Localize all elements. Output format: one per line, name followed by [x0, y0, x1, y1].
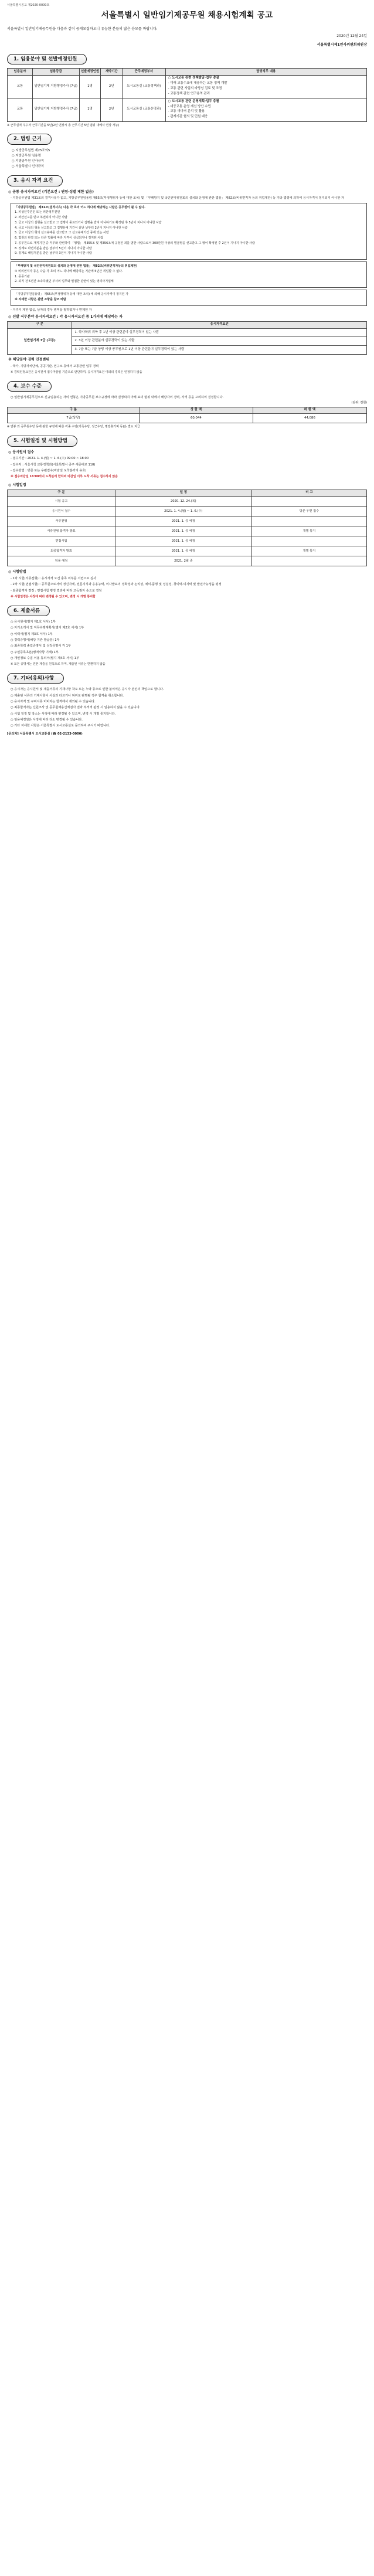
cell-note: 방문·우편 접수	[251, 507, 366, 516]
note-item: ○ 응시자격 및 구비서류 미비자는 합격에서 제외될 수 있습니다.	[11, 699, 96, 704]
section-title: 7. 기타(유의)사항	[7, 673, 64, 684]
notes-list	[7, 687, 367, 728]
cell-date: 2020. 12. 24.(목)	[115, 497, 251, 507]
column-header: 구 분	[8, 490, 115, 497]
page-title: 서울특별시 일반임기제공무원 채용시험계획 공고	[101, 11, 273, 21]
cell-name: 응시원서 접수	[8, 507, 115, 516]
table-header-row	[8, 490, 367, 497]
box-line: 3. 금고 이상의 실형을 선고받고 그 집행이 종료되거나 집행을 받지 아니하기로 확정된 후 5년이 지나지 아니한 사람	[15, 220, 162, 225]
section-title: 5. 시험일정 및 시험방법	[7, 436, 77, 446]
document-item: ○ 이력서(별지 제3호 서식) 1부	[11, 632, 53, 636]
box-line: 1. 피성년후견인 또는 피한정후견인	[15, 210, 60, 215]
application-item: - 접수방법 : 방문 또는 우편접수(마감일 도착분까지 유효)	[11, 468, 87, 473]
column-header: 근무예정부서	[123, 69, 166, 76]
column-header: 선발예정인원	[79, 69, 101, 76]
column-header: 계약기간	[101, 69, 123, 76]
cell-date: 2021. 1. 중 예정	[115, 516, 251, 526]
cell-name: 최종합격자 발표	[8, 546, 115, 556]
section-title: 1. 임용분야 및 선발예정인원	[7, 54, 87, 64]
note-item: ○ 임용예정일은 사정에 따라 다소 변경될 수 있습니다.	[11, 718, 83, 722]
cell-dept: 도시교통실 (교통운영과)	[123, 98, 166, 121]
cell-name: 시험 공고	[8, 497, 115, 507]
table-row	[8, 516, 367, 526]
table-row	[8, 414, 367, 423]
box-note: ※ 자세한 사항은 관련 조항을 참조 바람	[15, 297, 66, 301]
column-header: 상 한 액	[139, 407, 253, 414]
recruit-note: ※ 근무실적 우수자 근무기간을 5년(2년 연장시 총 근무기간 5년 범위 내에서 연장 가능)	[7, 123, 120, 127]
common-qual-text: - 지방공무원법 제31조의 결격사유가 없고, 지방공무원임용령 제65조(부정행위자 등에 대한 조치) 및 「부패방지 및 국민권익위원회의 설치와 운영에 관한 법률」 제82조(비위면직자 등의 취업제한) 등 기타 법령에 의하여 응시자격이 정지되지 아니한 자	[11, 196, 345, 200]
cell-note	[251, 536, 366, 546]
table-row	[8, 328, 367, 354]
cell-note: 개별 통지	[251, 526, 366, 536]
cell-reqs	[72, 328, 367, 354]
section-title: 3. 응시 자격 요건	[7, 175, 63, 186]
box-line: 4. 금고 이상의 형을 선고받고 그 집행유예 기간이 끝난 날부터 2년이 지나지 아니한 사람	[15, 226, 128, 230]
method-item: - 1차 시험(서류전형) : 응시자격 요건 충족 여부를 서면으로 심사	[11, 577, 97, 581]
contact-info: [문의처] 서울특별시 도시교통실 (☎ 02-2133-0000)	[7, 732, 83, 736]
cell-term: 2년	[101, 98, 123, 121]
cell-max: 60,044	[139, 414, 253, 423]
cell-term: 2년	[101, 75, 123, 98]
cell-count: 1명	[79, 98, 101, 121]
section-header-2	[7, 134, 367, 144]
section-header-1	[7, 54, 367, 64]
cell-duties	[165, 98, 366, 121]
note-item: ○ 최종합격자는 신원조사 및 공무원채용신체검사 결과 부적격 판정 시 임용하지 않을 수 있습니다.	[11, 706, 141, 710]
section-header-4	[7, 381, 367, 392]
application-note: ※ 접수마감일 18:00까지 도착분에 한하며 마감일 이후 도착 서류는 접수하지 않음	[11, 475, 118, 479]
cell-dept: 도시교통실 (교통정책과)	[123, 75, 166, 98]
duty-line: - 미래 교통수요에 대응하는 교통 정책 개발	[168, 81, 227, 86]
box-line: 9. 징계로 해임처분을 받은 날부터 3년이 지나지 아니한 사람	[15, 252, 92, 256]
duty-line: - 교통 관련 사업의 타당성 검토 및 조정	[168, 87, 222, 91]
box-line: 2. 퇴직 전 5년간 소속하였던 부서의 업무와 밀접한 관련이 있는 영리사기업체	[15, 280, 114, 284]
note-item: ○ 응시자는 응시원서 및 제출서류의 기재사항 착오 또는 누락 등으로 인한 불이익은 응시자 본인의 책임으로 합니다.	[11, 688, 164, 692]
specific-qual-heading-text: ◎ 선발 직무분야 응시자격요건 : 각 응시자격요건 중 1가지에 해당하는 자	[8, 314, 123, 319]
box-line: 「부패방지 및 국민권익위원회의 설치와 운영에 관한 법률」 제82조(비위면직자등의 취업제한)	[15, 264, 138, 269]
box-line: ① 비위면직자 등은 다음 각 호의 어느 하나에 해당하는 기관에 5년간 취업할 수 없다.	[15, 269, 123, 273]
note-item: ○ 시험 일정 및 장소는 사정에 따라 변경될 수 있으며, 변경 시 개별 통지합니다.	[11, 712, 116, 716]
method-item: - 2차 시험(면접시험) : 공무원으로서의 정신자세, 전문지식과 응용능력, 의사발표의 정확성과 논리성, 예의·품행 및 성실성, 창의력·의지력 및 발전가능성을 평정	[11, 583, 222, 587]
req-line: 1. 학사학위 취득 후 1년 이상 관련분야 실무경력이 있는 사람	[72, 329, 366, 338]
req-line: 2. 3년 이상 관련분야 실무경력이 있는 사람	[72, 337, 366, 346]
salary-unit: (단위: 천원)	[351, 401, 367, 405]
documents-list	[7, 620, 367, 661]
specific-qual-heading	[8, 315, 367, 320]
section-title: 4. 보수 수준	[7, 381, 52, 392]
application-heading: ◎ 응시원서 접수	[8, 450, 35, 454]
table-row	[8, 497, 367, 507]
table-row	[8, 507, 367, 516]
legal-item: ○ 지방공무원 임용령	[12, 154, 41, 158]
table-row	[8, 556, 367, 566]
column-header: 임용등급	[32, 69, 79, 76]
section-title: 2. 법령 근거	[7, 134, 52, 144]
announce-date: 2020년 12월 24일	[336, 34, 367, 39]
anticorruption-box	[11, 261, 367, 288]
note-item: ○ 제출된 서류의 기재사항이 사실과 다르거나 허위로 판명될 경우 합격을 취소합니다.	[11, 694, 124, 698]
box-line: 7. 공무원으로 재직기간 중 직무와 관련하여 「형법」 제355조 및 제356조에 규정된 죄를 범한 사람으로서 300만원 이상의 벌금형을 선고받고 그 형이 확정된 후 2년이 지나지 아니한 사람	[15, 241, 255, 245]
cell-duties	[165, 75, 366, 98]
box-line: 2. 파산선고를 받고 복권되지 아니한 사람	[15, 216, 67, 220]
document-item: ○ 주민등록초본(병적사항 기재) 1부	[11, 650, 59, 654]
disqualification-box	[11, 203, 367, 260]
qualification-table	[7, 321, 367, 355]
salary-intro: ○ 일반임기제공무원으로 신규임용되는 자의 연봉은 지방공무원 보수규정에 따라 결정되며 아래 표의 범위 내에서 해당자의 경력, 자격 등을 고려하여 결정합니다.	[11, 396, 224, 400]
method-heading: ◎ 시험방법	[8, 570, 26, 575]
column-header: 임용분야	[8, 69, 33, 76]
application-item: - 접수기간 : 2021. 1. 4.(월) ~ 1. 6.(수) 09:00 ~ 18:00	[11, 457, 89, 461]
application-item: - 접수처 : 서울시청 교통정책과(서울특별시 중구 세종대로 110)	[11, 463, 96, 467]
legal-item: ○ 서울특별시 인사규칙	[12, 165, 44, 169]
general-note: - 거주지 제한 없음, 남자의 경우 병역을 필하였거나 면제된 자	[11, 308, 92, 312]
legal-item: ○ 지방공무원 인사규칙	[12, 159, 44, 163]
document-item: ○ 자기소개서 및 직무수행계획서(별지 제2호 서식) 1부	[11, 626, 84, 630]
cell-min: 44,086	[253, 414, 366, 423]
section-header-6	[7, 606, 367, 616]
cell-name: 서류전형 합격자 발표	[8, 526, 115, 536]
table-header-row	[8, 407, 367, 414]
column-header: 하 한 액	[253, 407, 366, 414]
duty-line: - 교통 데이터 분석 및 활용	[168, 110, 205, 114]
documents-note: ※ 모든 증명서는 원본 제출을 원칙으로 하며, 제출된 서류는 반환하지 않음	[11, 662, 106, 667]
cell-date: 2021. 1. 중 예정	[115, 526, 251, 536]
section-header-7	[7, 673, 367, 684]
duty-line: ○ 도시교통 관련 운영계획·업무 총괄	[168, 99, 219, 103]
issuer: 서울특별시제1인사위원회위원장	[317, 43, 367, 47]
box-line: 「지방공무원임용령」 제65조(부정행위자 등에 대한 조치) 에 의해 응시자격이 정지된 자	[15, 293, 128, 297]
duty-line: - 대중교통 운영 개선 방안 수립	[168, 104, 211, 108]
extra-note: ※ 경력인정요건은 응시원서 접수마감일 기준으로 판단하며, 응시자격요건 이외의 경력은 인정하지 않음	[11, 370, 142, 374]
cell-name: 서류전형	[8, 516, 115, 526]
intro-text: 서울특별시 일반임기제공무원을 다음과 같이 공개모집하오니 유능한 분들의 많은 응모를 바랍니다.	[7, 26, 158, 31]
cell-field: 일반임기제 7급 (교통)	[8, 328, 72, 354]
table-row	[8, 75, 367, 98]
box-line: 1. 공공기관	[15, 274, 30, 278]
table-row	[8, 546, 367, 556]
cell-grade: 7급(상당)	[8, 414, 140, 423]
table-row	[8, 536, 367, 546]
document-item: ○ 응시원서(별지 제1호 서식) 1부	[11, 620, 56, 624]
document-item: ○ 개인정보 수집·이용 동의서(별지 제4호 서식) 1부	[11, 656, 79, 660]
method-note: ※ 시험일정은 사정에 따라 변경될 수 있으며, 변경 시 개별 통지함	[11, 595, 96, 599]
document-item: ○ 최종학력 졸업증명서 및 성적증명서 각 1부	[11, 644, 71, 648]
cell-name: 면접시험	[8, 536, 115, 546]
salary-note: ※ 연봉 외 공무원수당 등에 관한 규정에 따른 각종 수당(가족수당, 정근수당, 명절휴가비 등)은 별도 지급	[7, 425, 140, 429]
column-header: 구 분	[8, 321, 72, 328]
salary-table	[7, 407, 367, 424]
cell-field: 교통	[8, 75, 33, 98]
column-header: 응시자격요건	[72, 321, 367, 328]
section-header-3	[7, 175, 367, 186]
cell-grade: 일반임기제 지방행정주사 (7급)	[32, 98, 79, 121]
cell-date: 2021. 2월 중	[115, 556, 251, 566]
column-header: 비 고	[251, 490, 366, 497]
table-header-row	[8, 69, 367, 76]
table-row	[8, 526, 367, 536]
schedule-heading: ◎ 시험일정	[8, 482, 26, 487]
related-text: - 국가, 지방자치단체, 공공기관, 연구소 등에서 교통관련 업무 경력	[11, 364, 99, 368]
cheating-box	[11, 290, 367, 306]
cell-name: 임용 예정	[8, 556, 115, 566]
schedule-table	[7, 490, 367, 567]
column-header: 일 정	[115, 490, 251, 497]
cell-note	[251, 497, 366, 507]
box-title: 「지방공무원법」 제31조(결격사유) 다음 각 호의 어느 하나에 해당하는 사람은 공무원이 될 수 없다.	[15, 205, 146, 209]
cell-count: 1명	[79, 75, 101, 98]
legal-item: ○ 지방공무원법 제25조의5	[12, 148, 50, 152]
recruit-table	[7, 68, 367, 121]
duty-line: - 관계기관 협의 및 민원 대응	[168, 115, 208, 119]
cell-note: 개별 통지	[251, 546, 366, 556]
box-line: 5. 금고 이상의 형의 선고유예를 선고받고 그 선고유예기간 중에 있는 사람	[15, 231, 109, 235]
method-item: - 최종합격자 결정 : 면접시험 평정 결과에 따라 고득점자 순으로 결정	[11, 589, 102, 593]
duty-line: ○ 도시교통 관련 정책발굴·업무 총괄	[168, 76, 219, 80]
cell-date: 2021. 1. 중 예정	[115, 536, 251, 546]
cell-date: 2021. 1. 중 예정	[115, 546, 251, 556]
table-row	[8, 98, 367, 121]
related-heading: ※ 해당분야 경력 인정범위	[8, 357, 50, 362]
schedule-body	[8, 497, 367, 566]
column-header: 담당직무 내용	[165, 69, 366, 76]
cell-note	[251, 516, 366, 526]
cell-note	[251, 556, 366, 566]
duty-line: - 교통정책 관련 연구용역 관리	[168, 91, 210, 96]
cell-date: 2021. 1. 4.(월) ~ 1. 6.(수)	[115, 507, 251, 516]
common-qual-heading: ◎ 공통 응시자격요건 (기본요건 : 연령·성별 제한 없음)	[8, 189, 94, 194]
note-item: ○ 기타 자세한 사항은 서울특별시 도시교통실로 문의하여 주시기 바랍니다.	[11, 724, 110, 728]
section-title: 6. 제출서류	[7, 606, 50, 616]
box-line: 6. 법원의 판결 또는 다른 법률에 따라 자격이 상실되거나 정지된 사람	[15, 236, 104, 240]
req-line: 3. 7급 또는 7급 상당 이상 공무원으로 1년 이상 관련분야 실무경력이 있는 사람	[74, 348, 185, 352]
document-item: ○ 경력증명서(해당 기관 발급분) 1부	[11, 638, 60, 643]
section-header-5	[7, 436, 367, 446]
cell-field: 교통	[8, 98, 33, 121]
table-header-row	[8, 321, 367, 328]
box-line: 8. 징계로 파면처분을 받은 날부터 5년이 지나지 아니한 사람	[15, 246, 92, 250]
cell-grade: 일반임기제 지방행정주사 (7급)	[32, 75, 79, 98]
gazette-number: 서울특별시공고 제2020-0000호	[7, 4, 50, 7]
column-header: 구 분	[8, 407, 140, 414]
